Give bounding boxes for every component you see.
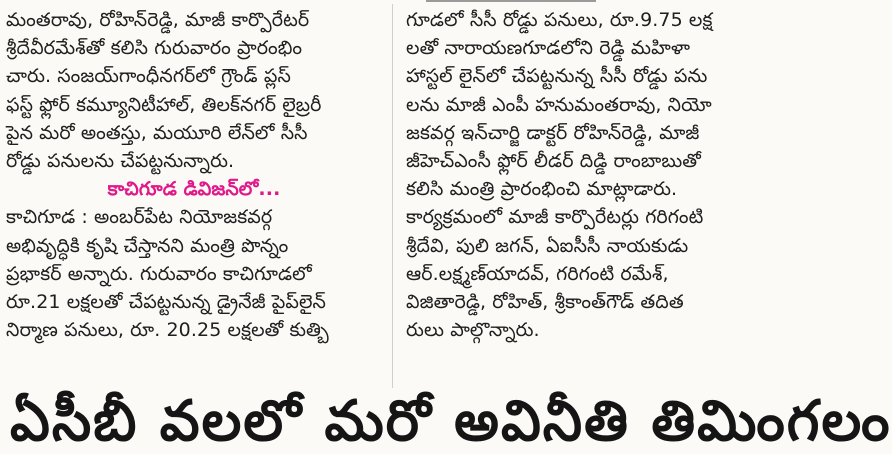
- article-line: నిర్మాణ పనులు, రూ. 20.25 లక్షలతో కుత్బి: [6, 319, 329, 342]
- article-line: ప్రభాకర్ అన్నారు. గురువారం కాచిగూడలో: [6, 262, 312, 285]
- article-line: కార్యక్రమంలో మాజీ కార్పొరేటర్లు గరిగంటి: [406, 206, 704, 229]
- headline-text: ఏసీబీ వలలో మరో అవినీతి తిమింగలం: [10, 389, 892, 454]
- article-line: అభివృద్ధికి కృషి చేస్తానని మంత్రి పొన్నం: [6, 234, 289, 257]
- article-line: పైన మరో అంతస్తు, మయూరి లేన్‌లో సీసీ: [6, 121, 308, 144]
- column-divider: [392, 4, 393, 388]
- article-line: లను మాజీ ఎంపీ హనుమంతరావు, నియో: [406, 93, 712, 116]
- top-rule: [426, 0, 596, 2]
- next-article-headline: [0, 389, 892, 454]
- article-line: కలిసి మంత్రి ప్రారంభించి మాట్లాడారు.: [406, 178, 678, 201]
- article-line: శ్రీదేవి, పులి జగన్, ఏఐసీసీ నాయకుడు: [406, 234, 689, 257]
- article-line: కాచిగూడ : అంబర్‌పేట నియోజకవర్గ: [6, 206, 273, 229]
- article-line: విజితారెడ్డి, రోహిత్, శ్రీకాంత్‌గౌడ్ తదిత: [406, 291, 684, 314]
- article-line: రూ.21 లక్షలతో చేపట్టనున్న డ్రైనేజీ పైప్‌లైన్: [6, 291, 326, 314]
- article-line: గూడలో సీసీ రోడ్డు పనులు, రూ.9.75 లక్ష: [406, 9, 713, 31]
- article-line: ఫస్ట్ ఫ్లోర్ కమ్యూనిటీహాల్, తిలక్‌నగర్ లైబ్రరీ: [6, 93, 322, 116]
- article-line: జకవర్గ ఇన్‌చార్జి డాక్టర్ రోహిన్‌రెడ్డి, మాజీ: [406, 121, 700, 144]
- left-column: [6, 6, 382, 344]
- article-line: ఆర్.లక్ష్మణ్‌యాదవ్, గరిగంటి రమేశ్,: [406, 262, 669, 285]
- article-line: లతో నారాయణగూడలోని రెడ్డి మహిళా: [406, 37, 691, 60]
- right-column: [406, 6, 778, 344]
- article-line: మంతరావు, రోహిన్‌రెడ్డి, మాజీ కార్పొరేటర్: [6, 9, 310, 31]
- article-line: శ్రీదేవీరమేశ్‌తో కలిసి గురువారం ప్రారంభిం: [6, 37, 303, 60]
- article-line: చారు. సంజయ్‌గాంధీనగర్‌లో గ్రౌండ్ ప్లస్: [6, 65, 291, 88]
- section-subheading: కాచిగూడ డివిజన్‌లో...: [107, 178, 281, 201]
- article-line: రోడ్డు పనులను చేపట్టనున్నారు.: [6, 150, 235, 173]
- article-line: హాస్టల్ లైన్‌లో చేపట్టనున్న సీసీ రోడ్డు పను: [406, 65, 708, 88]
- article-line: జీహెచ్ఎంసీ ఫ్లోర్ లీడర్ దిడ్డి రాంబాబుతో: [406, 150, 701, 173]
- article-line: రులు పాల్గొన్నారు.: [406, 319, 540, 342]
